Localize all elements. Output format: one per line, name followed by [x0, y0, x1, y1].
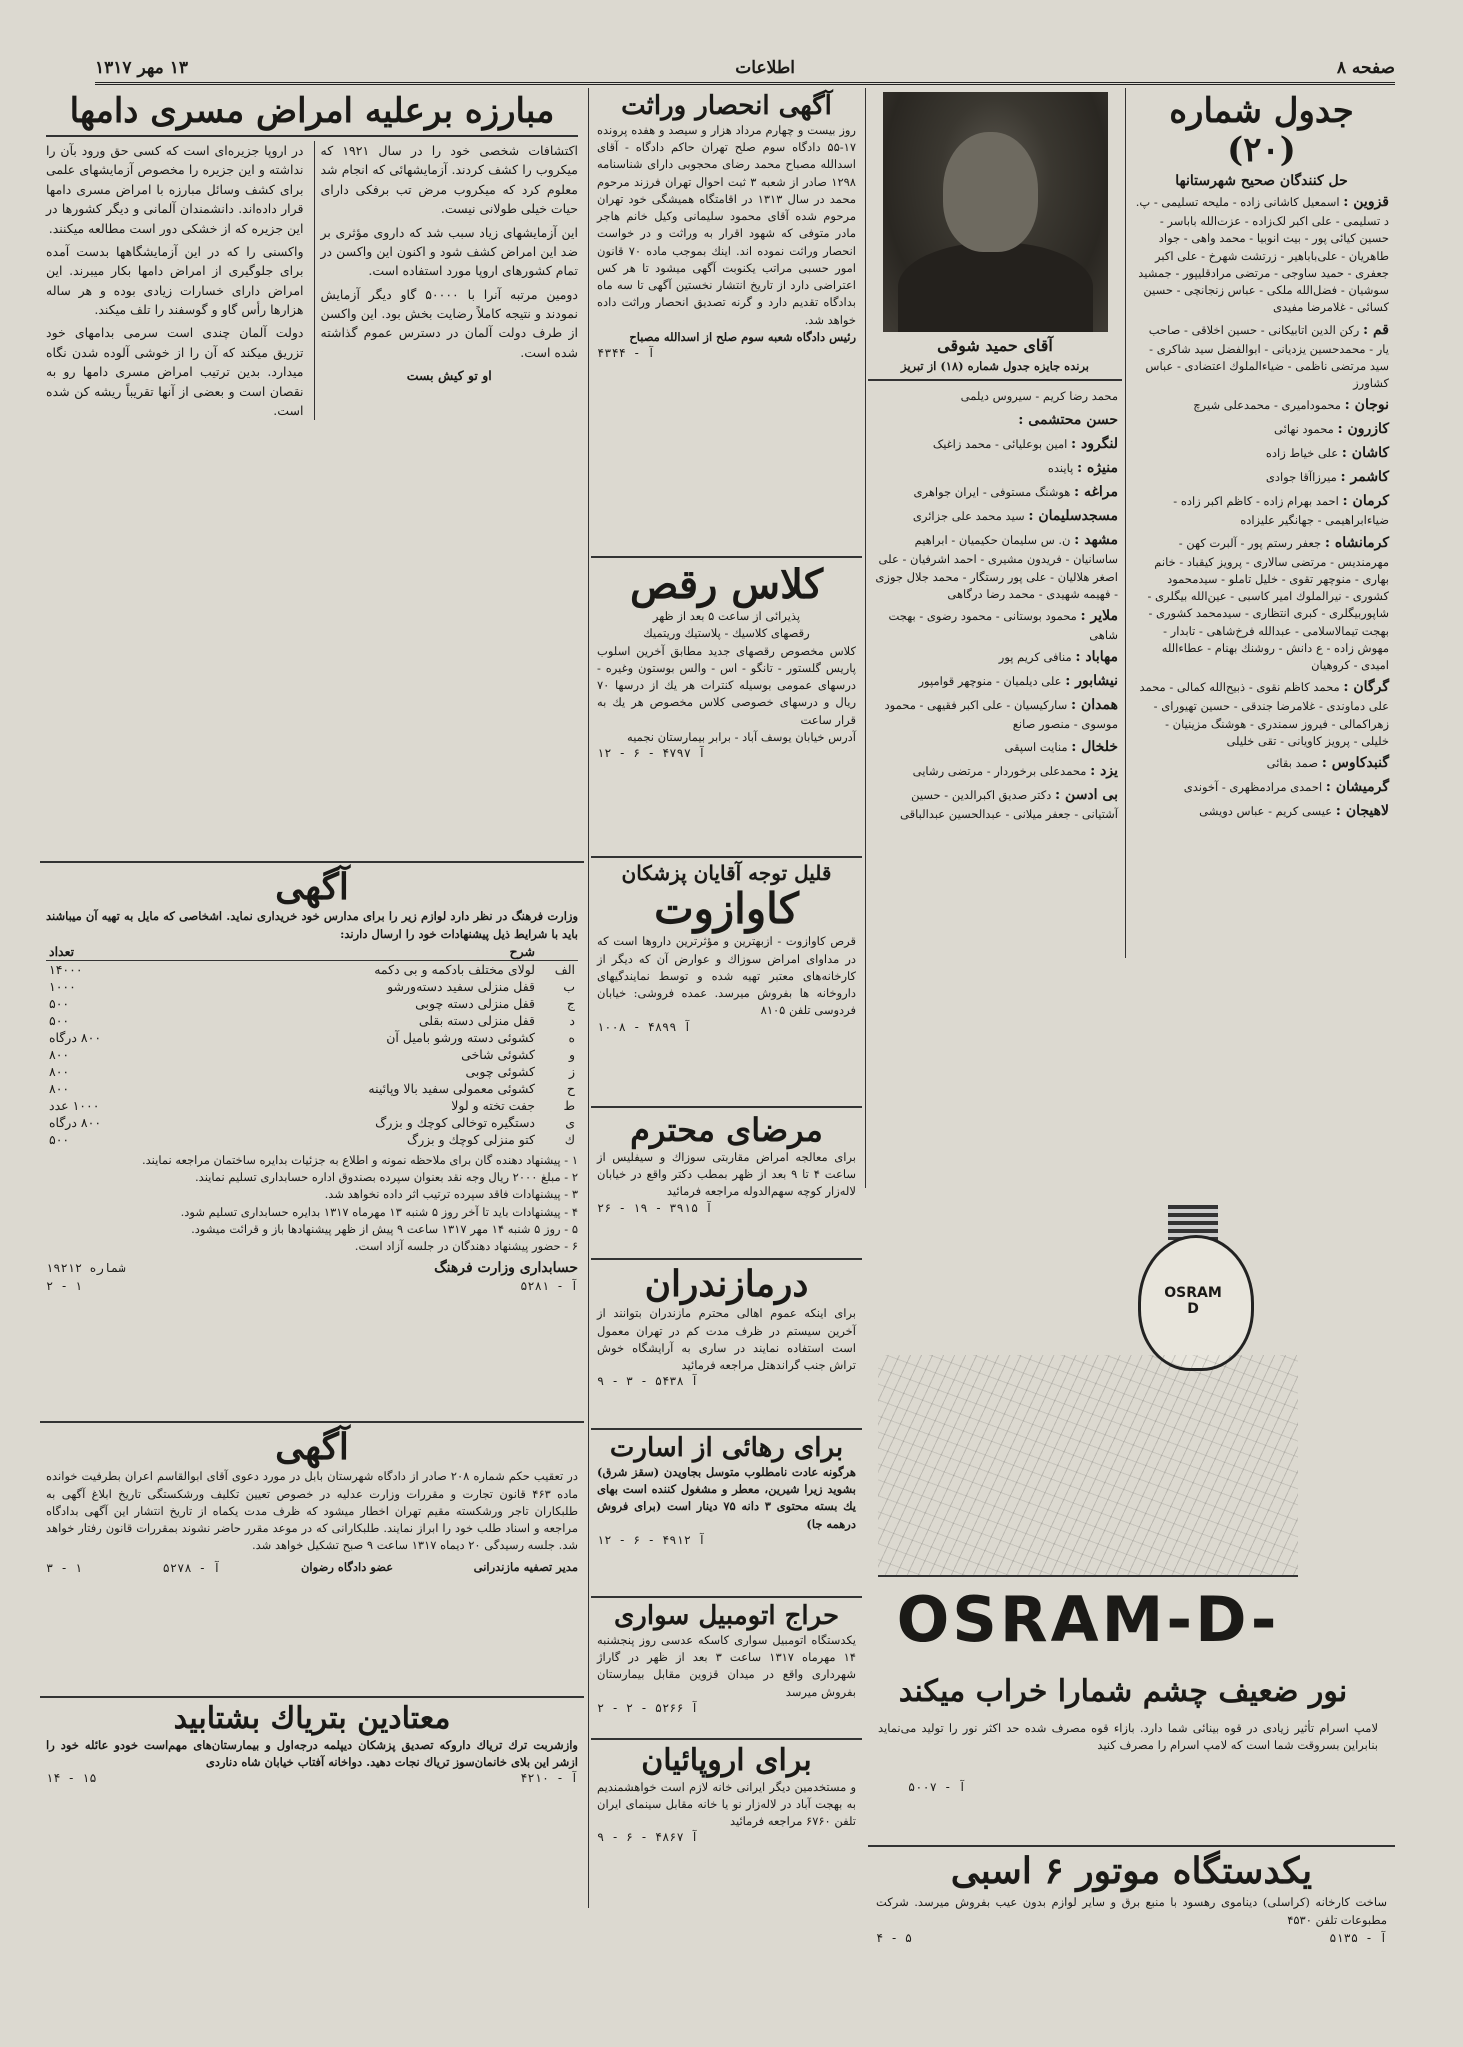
solver-group — [872, 647, 1118, 668]
solver-names: علی دیلمیان - منوچهر قوامپور — [918, 674, 1062, 689]
cavazot-ad — [591, 858, 862, 1108]
motor-title: یکدستگاه موتور ۶ اسبی — [950, 1850, 1313, 1892]
item-code: د — [569, 1012, 575, 1028]
dance-line: پذیرائی از ساعت ۵ بعد از ظهر — [652, 609, 801, 623]
winner-portrait-photo — [883, 92, 1108, 332]
article-closing: او تو کیش بست — [406, 368, 492, 384]
city-label: قزوین : — [1343, 194, 1389, 211]
item-desc: کشوئی معمولی سفید بالا وپائینه — [368, 1080, 535, 1096]
europeans-ref: آ ۴۸۶۷ - ۶ - ۹ — [597, 1830, 699, 1845]
europeans-title: برای اروپائیان — [641, 1743, 812, 1778]
city-label: کرمانشاه : — [1324, 534, 1389, 551]
solver-group — [1134, 443, 1389, 464]
item-qty: ۵۰۰ — [49, 995, 70, 1011]
notice2-body: در تعقیب حکم شماره ۲۰۸ صادر از دادگاه شهرستان بابل در مورد دعوی آقای ابوالقاسم اعران بطرفیت خوانده ماده ۴۶۳ قانون تجارت و مقررات وزارت عدلیه در خصوص تعیین تکلیف ورشکستگی تاریخ ابلاغ آگهی به طلبکاران تاجر ورشکسته مقیم تهران اخطار میشود که ظرف مدت یکماه از تاریخ انتشار این آگهی بدادگاه مراجعه و اسناد طلب خود را ابراز نمایند. طلبکارانی که در موعد مقرر حاضر نشوند بمقررات قانون رفتار خواهد شد. جلسه رسیدگی ۲۰ دیماه ۱۳۱۷ ساعت ۹ صبح تشکیل خواهد شد. — [46, 1469, 578, 1553]
city-label: حسن محتشمی : — [1018, 412, 1118, 429]
item-desc: کشوئی شاخی — [461, 1046, 535, 1062]
city-label: کازرون : — [1337, 421, 1389, 438]
item-desc: لولای مختلف بادکمه و بی دکمه — [374, 961, 535, 977]
items-header-qty: تعداد — [49, 943, 75, 959]
solver-group — [872, 761, 1118, 782]
solver-group — [1134, 467, 1389, 488]
article-paragraph: واکسنی را که در این آزمایشگاهها بدست آمده برای جلوگیری از امراض دامها بکار میبرند. این امراض دارای خسارات زیادی بوده و هر ساله هزارها رأس گاو و گوسفند را تلف میکند. — [46, 243, 304, 318]
solver-group — [872, 458, 1118, 479]
city-label: مشهد : — [1074, 532, 1118, 549]
solver-names: علی خیاط زاده — [1265, 446, 1339, 461]
notice2-sig-a: مدیر تصفیه مازندرانی — [473, 1559, 578, 1574]
solver-group — [872, 386, 1118, 407]
notice1-title: آگهی — [275, 866, 349, 908]
dance-line: رقصهای کلاسیك - پلاستیك وریتمیك — [643, 626, 810, 641]
table-row — [46, 960, 578, 978]
item-desc: قفل منزلی دسته چوبی — [415, 995, 535, 1011]
mazandaran-ad — [591, 1260, 862, 1430]
table-row — [46, 1080, 578, 1097]
solver-group — [1134, 419, 1389, 440]
cavazot-title: کاوازوت — [654, 884, 799, 933]
item-desc: کشوئی دسته ورشو بامیل آن — [386, 1029, 535, 1045]
osram-note: لامپ اسرام تأثیر زیادی در قوه بینائی شما دارد. بازاء قوه مصرف شده حد اکثر نور را تولید می‌نماید بنابراین بسروقت شما است که لامپ اسرام را مصرف کنید — [878, 1721, 1378, 1753]
item-desc: کتو منزلی کوچك و بزرگ — [407, 1131, 535, 1147]
city-label: همدان : — [1070, 697, 1118, 714]
solver-group — [872, 737, 1118, 758]
dance-title: کلاس رقص — [629, 561, 824, 608]
item-qty: ۸۰۰ — [49, 1063, 70, 1079]
mazandaran-body: برای اینکه عموم اهالی محترم مازندران بتوانند از آخرین سیستم در ظرف مدت کم در تهران معمول است استفاده نمایند در ساری به آرایشگاه خوش تراش جنب گراندهتل مراجعه فرمائید — [597, 1306, 856, 1373]
solver-group — [872, 410, 1118, 431]
item-qty: ۸۰۰ — [49, 1080, 70, 1096]
patients-ad — [591, 1108, 862, 1260]
item-qty: ۸۰۰ درگاه — [49, 1114, 102, 1130]
city-label: گرمیشان : — [1325, 779, 1389, 796]
solver-names: محمودامیری - محمدعلی شیرچ — [1193, 398, 1341, 413]
table-row — [46, 995, 578, 1012]
cavazot-attention: قلیل توجه آقایان پزشکان — [621, 861, 832, 885]
court-notice — [40, 1423, 584, 1698]
article-paragraph: دومین مرتبه آنرا با ۵۰۰۰۰ گاو دیگر آزمایش نمودند و نتیجه کاملاً رضایت بخش بود. این واکسن از طرف دولت آلمان در دسترس عموم گذاشته شده است. — [320, 286, 578, 360]
solver-group — [1134, 395, 1389, 416]
item-code: و — [568, 1046, 575, 1062]
winner-column — [868, 88, 1122, 1208]
dance-ref: آ ۴۷۹۷ - ۶ - ۱۲ — [597, 746, 706, 760]
condition-line: ۵ - روز ۵ شنبه ۱۴ مهر ۱۳۱۷ ساعت ۹ پیش از ظهر پیشنهادها باز و قرائت میشود. — [191, 1221, 578, 1236]
item-code: ب — [563, 978, 575, 994]
inheritance-ref: آ - ۴۳۴۴ — [597, 346, 655, 361]
solver-names: محمد رضا کریم - سیروس دیلمی — [960, 389, 1118, 404]
page-label: صفحه ۸ — [1336, 58, 1395, 78]
article-paragraph: این آزمایشهای زیاد سبب شد که داروی مؤثری بر ضد این امراض کشف شود و اکنون این واکسن در تمام کشورهای اروپا مورد استفاده است. — [320, 224, 578, 279]
dance-class-ad — [591, 558, 862, 858]
patients-ref: آ ۳۹۱۵ - ۱۹ - ۲۶ — [597, 1200, 713, 1215]
notice2-sig-b: عضو دادگاه رضوان — [300, 1559, 394, 1574]
items-table — [46, 943, 578, 1148]
city-label: گنبدکاوس : — [1321, 755, 1389, 772]
solver-group — [1134, 777, 1389, 798]
city-label: کاشمر : — [1340, 469, 1389, 486]
osram-slogan: نور ضعیف چشم شمارا خراب میکند — [898, 1674, 1348, 1709]
mazandaran-ref: آ ۵۴۳۸ - ۳ - ۹ — [597, 1374, 699, 1389]
items-header-desc: شرح — [509, 943, 535, 959]
item-code: ج — [566, 995, 575, 1011]
europeans-body: و مستخدمین دیگر ایرانی خانه لازم است خواهشمندیم به بهجت آباد در لاله‌زار نو یا خانه مقابل سینمای ایران تلفن ۶۷۶۰ مراجعه فرمائید — [597, 1779, 856, 1828]
solver-group — [872, 671, 1118, 692]
table-row — [46, 1097, 578, 1114]
condition-line: ۴ - پیشنهادات باید تا آخر روز ۵ شنبه ۱۳ مهرماه ۱۳۱۷ بدایره حسابداری تسلیم شود. — [180, 1204, 578, 1219]
bulb-label: OSRAM D — [1164, 1285, 1222, 1317]
puzzle-solver-list — [1134, 192, 1389, 822]
left-column — [40, 88, 584, 1988]
city-label: کرمان : — [1342, 493, 1389, 510]
motor-ref2: ۴ - ۵ — [876, 1930, 913, 1945]
livestock-article — [40, 88, 584, 863]
opium-ref: آ - ۴۲۱۰ — [520, 1771, 578, 1785]
city-label: مهاباد : — [1075, 649, 1118, 666]
item-code: ه — [568, 1029, 575, 1045]
paper-name: اطلاعات — [735, 58, 795, 78]
notice1-conditions — [46, 1152, 578, 1256]
solver-names: سید محمد علی جزائری — [912, 509, 1025, 524]
item-code: الف — [554, 961, 575, 977]
inheritance-title: آگهی انحصار وراثت — [621, 91, 832, 121]
item-code: ك — [564, 1131, 575, 1147]
osram-ref: آ - ۵۰۰۷ — [908, 1780, 966, 1794]
ads-column — [591, 88, 862, 1908]
solver-names: سارکیسیان - علی اکبر فقیهی - محمود موسوی - منصور صانع — [884, 698, 1118, 732]
item-code: ز — [568, 1063, 575, 1079]
dance-line: کلاس مخصوص رقصهای جدید مطابق آخرین اسلوب پاریس گلستور - تانگو - اس - والس بوستون وغیره - درسهای عمومی بوسیله کنترات هر یك از درسها ۷۰ ریال و درسهای خصوصی کلاس مخصوص هر یك به قرار ساعت — [597, 643, 856, 727]
notice1-intro: وزارت فرهنگ در نظر دارد لوازم زیر را برای مدارس خود خریداری نماید. اشخاصی که مایل به تهیه آن میباشند باید با شرایط ذیل پیشنهادات خود را ارسال دارند: — [46, 909, 578, 941]
item-qty: ۸۰۰ درگاه — [49, 1029, 102, 1045]
notice1-ref-b: آ - ۵۲۸۱ — [520, 1279, 578, 1294]
table-row — [46, 1012, 578, 1029]
patients-body: برای معالجه امراض مقاربتی سوزاك و سیفلیس از ساعت ۴ تا ۹ بعد از ظهر بمطب دکتر واقع در خیابان لاله‌زار کوچه سهم‌الدوله مراجعه فرمائید — [597, 1149, 857, 1199]
motor-ref: آ - ۵۱۳۵ — [1329, 1930, 1387, 1945]
puzzle-subtitle: حل کنندگان صحیح شهرستانها — [1175, 173, 1348, 190]
freedom-ad — [591, 1430, 862, 1598]
solver-names: هوشنگ مستوفی - ایران جواهری — [913, 485, 1071, 500]
page-header — [95, 56, 1395, 85]
inheritance-footer: رئیس دادگاه شعبه سوم صلح از اسدالله مصباح — [629, 329, 856, 344]
solver-names: رکن الدین اتابیکانی - حسین اخلاقی - صاحب یار - محمدحسین یزدیانی - ابوالفضل سید شاکری - سید مرتضی ناظمی - ضیاءالملوك اعتضادی - عباس کشاورز — [1145, 322, 1389, 391]
solver-names: منایت اسپقی — [1004, 739, 1068, 754]
city-label: کاشان : — [1341, 445, 1389, 462]
notice1-signature: حسابداری وزارت فرهنگ — [434, 1260, 578, 1277]
condition-line: ۱ - پیشنهاد دهنده گان برای ملاحظه نمونه و اطلاع به جزئیات بدایره ساختمان مراجعه نمایند. — [141, 1152, 578, 1167]
city-label: بی ادسن : — [1055, 786, 1118, 803]
solver-group — [872, 530, 1118, 603]
freedom-title: برای رهائی از اسارت — [609, 1433, 844, 1463]
solver-group — [1134, 320, 1389, 393]
solver-group — [1134, 801, 1389, 822]
dance-line: آدرس خیابان یوسف آباد - برابر بیمارستان نجمیه — [627, 729, 856, 744]
solver-group — [1134, 753, 1389, 774]
auction-ref: آ ۵۲۶۶ - ۲ - ۲ — [597, 1700, 699, 1715]
solver-names: محمد کاظم نقوی - ذبیح‌الله کمالی - محمد علی دماوندی - غلامرضا جندقی - حسین تهیورای - زهراکمالی - فیروز سمندری - هوشنگ مزینیان - خلیلی - پرویز کاویانی - تقی خلیلی — [1139, 680, 1389, 748]
city-label: نوجان : — [1344, 397, 1389, 414]
opium-title: معتادین بتریاك بشتابید — [173, 1701, 451, 1736]
solver-names: دکتر صدیق اکبرالدین - حسین آشتیانی - جعفر میلانی - عبدالحسین عبدالباقی — [900, 787, 1118, 821]
item-code: ح — [566, 1080, 575, 1096]
table-row — [46, 1063, 578, 1080]
city-label: لنگرود : — [1071, 436, 1118, 453]
solver-group — [872, 606, 1118, 644]
winner-solver-list — [868, 381, 1122, 830]
solver-names: ن. س سلیمان حکیمیان - ابراهیم ساسانیان - فریدون مشیری - احمد اشرفیان - علی اصغر هلالیان - علی پور رستگار - محمد جلال جوزی - فهیمه شهیدی - محمد رضا درگاهی — [875, 533, 1118, 601]
table-row — [46, 1131, 578, 1148]
table-row — [46, 978, 578, 995]
puzzle-title: جدول شماره (۲۰) — [1169, 91, 1354, 171]
osram-logo: OSRAM-D- — [896, 1583, 1280, 1656]
solver-names: امین بوعلیائی - محمد زاغیک — [932, 437, 1068, 452]
solver-group — [1134, 533, 1389, 675]
city-label: یزد : — [1090, 762, 1118, 779]
solver-names: محمود بوستانی - محمود رضوی - بهجت شاهی — [888, 609, 1118, 642]
solver-group — [1134, 677, 1389, 750]
winner-name: آقای حمید شوقی — [937, 336, 1053, 355]
winner-caption: برنده جایزه جدول شماره (۱۸) از تبریز — [868, 358, 1122, 381]
solver-group — [872, 482, 1118, 503]
article-paragraph: در اروپا جزیره‌ای است که کسی حق ورود بآن را نداشته و این جزیره را مخصوص آزمایشهای علمی برای کشف وسائل مبارزه با امراض مسری دامها قرار داده‌اند. دانشمندان آلمانی و دیگر کشورها در این جزیره که از خشکی دور است مطالعه میکنند. — [46, 143, 304, 236]
solver-group — [872, 695, 1118, 733]
car-auction-ad — [591, 1598, 862, 1740]
item-qty: ۵۰۰ — [49, 1131, 70, 1147]
solver-group — [872, 434, 1118, 455]
item-desc: قفل منزلی سفید دسته‌ورشو — [387, 978, 535, 994]
notice2-title: آگهی — [275, 1426, 349, 1468]
condition-line: ۶ - حضور پیشنهاد دهندگان در جلسه آزاد است. — [354, 1239, 578, 1254]
solver-names: صمد بقائی — [1266, 756, 1319, 771]
opium-ref2: ۱۴ - ۱۵ — [46, 1771, 97, 1785]
solver-names: جعفر رستم پور - آلبرت کهن - مهرمندیس - مرتضی سالاری - پرویز کیقباد - خانم بهاری - منوچهر تقوی - خلیل تاملو - سیدمحمود کشوری - نیرالملوك امیر کاسبی - عین‌الله بیگلری - شاپوربیگلری - کبری انتظاری - سیدمحمد کشوری - بهجت تیمالاسلامی - عبدالله فرخ‌شاهی - تابدار - مهوش زاده - ع دانش - روشنك بهنام - عطاءالله امیدی - کروهیان — [1147, 535, 1389, 673]
issue-date: ۱۳ مهر ۱۳۱۷ — [95, 58, 188, 78]
city-label: ملایر : — [1080, 608, 1118, 624]
solver-names: محمود نهائی — [1274, 422, 1334, 437]
inheritance-body: روز بیست و چهارم مرداد هزار و سیصد و هفده پرونده ۱۷-۵۵ دادگاه سوم صلح تهران حاکم دادگاه - آقای اسدالله مصباح محمد رضای محجوبی دارای شناسنامه ۱۲۹۸ صادر از شعبه ۳ ثبت احوال تهران فرزند مرحوم محمد در سال ۱۳۱۳ در اقامتگاه همیشگی خود تهران مرحوم شده آقای محمود سلیمانی وکیل خانم هاجر مادر متوفی که شهود اقرار به وراثت و در خواست انحصار وراثت نموده اند. اینك بموجب ماده ۷۰ قانون امور حسبی مراتب یکنوبت آگهی میشود تا هر کس اعتراضی دارد از تاریخ انتشار نخستین آگهی تا سه ماه بدادگاه تقدیم دارد و گرنه تصدیق انحصار وراثت داده خواهد شد. — [597, 122, 856, 327]
cavazot-body: قرص کاوازوت - ازبهترین و مؤثرترین داروها است که در مداوای امراض سوزاك و عوارض آن که دیگر از کارخانه‌های معتبر تهیه شده و توسط نمایندگیهای داروخانه ها بفروش میرسد. عمده فروشی: خیابان فردوسی تلفن ۸۱۰۵ — [597, 934, 856, 1018]
item-qty: ۱۴۰۰۰ — [49, 961, 83, 977]
table-row — [46, 1029, 578, 1046]
solver-names: عیسی کریم - عباس دویشی — [1199, 804, 1333, 819]
item-qty: ۵۰۰ — [49, 1012, 70, 1028]
ministry-notice — [40, 863, 584, 1423]
notice1-ref-c: ۲ - ۱ — [46, 1279, 83, 1294]
item-qty: ۱۰۰۰ عدد — [49, 1097, 100, 1113]
auction-title: حراج اتومبیل سواری — [613, 1601, 840, 1631]
article-title: مبارزه برعلیه امراض مسری دامها — [46, 92, 578, 137]
table-row — [46, 1114, 578, 1131]
city-label: لاهیجان : — [1335, 803, 1389, 820]
solver-names: محمدعلی برخوردار - مرتضی رشایی — [912, 763, 1087, 778]
item-qty: ۸۰۰ — [49, 1046, 70, 1062]
city-label: گرگان : — [1343, 679, 1389, 696]
auction-body: یکدستگاه اتومبیل سواری کاسکه عدسی روز پنجشنبه ۱۴ مهرماه ۱۳۱۷ ساعت ۳ بعد از ظهر در گاراژ شهرداری واقع در میدان قزوین مقابل بیمارستان بفروش میرسد — [597, 1632, 856, 1699]
solver-group — [872, 506, 1118, 527]
city-label: خلخال : — [1071, 738, 1118, 755]
item-desc: قفل منزلی دسته بقلی — [418, 1012, 535, 1028]
notice1-ref-a: شماره ۱۹۲۱۲ — [46, 1261, 126, 1276]
solver-names: اسمعیل کاشانی زاده - ملیحه تسلیمی - پ. د تسلیمی - علی اکبر لک‌زاده - عزت‌الله باباسر - حسین کیائی پور - بیت انوبیا - محمد واهی - جواد طاهریان - علی‌باباهیر - زرتشت شهرخ - علی اکبر جعفری - حمید ساوجی - مرتضی مرادقلیپور - جمشید سوشیان - فضل‌الله ملکی - عباس زنجانچی - حسین کسائی - غلامرضا مفیدی — [1135, 195, 1389, 315]
item-desc: جفت تخته و لولا — [451, 1097, 535, 1113]
notice2-ref: آ - ۵۲۷۸ — [162, 1560, 221, 1575]
city-label: قم : — [1362, 321, 1389, 338]
room-sketch-illustration — [878, 1355, 1298, 1577]
solver-names: منافی کریم پور — [998, 650, 1072, 665]
item-code: ط — [563, 1097, 575, 1113]
condition-line: ۳ - پیشنهادات فاقد سپرده ترتیب اثر داده نخواهد شد. — [324, 1187, 578, 1202]
item-qty: ۱۰۰۰ — [49, 978, 76, 994]
solver-group — [1134, 192, 1389, 317]
patients-title: مرضای محترم — [630, 1111, 823, 1149]
city-label: مسجدسلیمان : — [1028, 508, 1118, 525]
item-code: ی — [565, 1114, 575, 1130]
solver-group — [1134, 491, 1389, 529]
condition-line: ۲ - مبلغ ۲۰۰۰ ریال وجه نقد بعنوان سپرده بصندوق اداره حسابداری تسلیم نمایند. — [195, 1170, 578, 1185]
mazandaran-title: درمازندران — [644, 1263, 809, 1305]
europeans-ad — [591, 1740, 862, 1876]
solver-names: میرزاآقا جوادی — [1265, 470, 1337, 485]
freedom-ref: آ ۴۹۱۲ - ۶ - ۱۲ — [597, 1532, 706, 1547]
city-label: مراغه : — [1074, 484, 1118, 501]
motor-body: ساخت کارخانه (کراسلی) دیناموی رهسود با منبع برق و سایر لوازم بدون عیب بفروش میرسد. شرکت مطبوعات تلفن ۴۵۳۰ — [876, 1895, 1387, 1927]
notice2-ref2: ۳ - ۱ — [46, 1560, 83, 1575]
solver-names: احمد بهرام زاده - کاظم اکبر زاده - ضیاءابراهیمی - جهانگیر علیزاده — [1173, 494, 1389, 528]
opium-ad — [40, 1698, 584, 1856]
solver-names: پاینده — [1047, 461, 1074, 476]
solver-names: احمدی مرادمظهری - آخوندی — [1183, 780, 1323, 795]
article-paragraph: دولت آلمان چندی است سرمی بدامهای خود تزریق میکند که آن را از خوشی آلوده شدن نگاه میدارد. بدین ترتیب امراض مسری دامها رو به نقصان است و بعضی از آنها تقریباً ریشه کن شده است. — [46, 325, 304, 418]
motor-ad — [868, 1845, 1395, 1957]
solver-group — [872, 785, 1118, 823]
item-desc: دستگیره توخالی کوچك و بزرگ — [375, 1114, 535, 1130]
item-desc: کشوئی چوبی — [465, 1063, 535, 1079]
table-row — [46, 1046, 578, 1063]
article-paragraph: اکتشافات شخصی خود را در سال ۱۹۲۱ که میکروب را کشف کردند. آزمایشهائی که انجام شد معلوم کرد که میکروب مرض تب برفکی دارای حیات خیلی طولانی نیست. — [320, 143, 578, 217]
city-label: نیشابور : — [1065, 673, 1118, 690]
osram-advertisement — [868, 1205, 1395, 1830]
city-label: منیژه : — [1076, 460, 1118, 477]
inheritance-notice — [591, 88, 862, 558]
freedom-body: هرگونه عادت نامطلوب متوسل بجاویدن (سقز شرق) بشوید زیرا شیرین، معطر و مشغول کننده است بهای یك بسته محتوی ۳ دانه ۷۵ دینار است (برای فروش درهمه جا) — [597, 1464, 856, 1531]
cavazot-ref: آ ۴۸۹۹ - ۱۰۰۸ — [597, 1019, 691, 1034]
puzzle-column — [1128, 88, 1395, 1208]
opium-body: وازشربت ترك تریاك داروکه تصدیق پزشکان دیپلمه درجه‌اول و بیمارستان‌های مهم‌است خودو عائله خود را ازشر این بلای خانمان‌سوز تریاك نجات دهید. دواخانه آفتاب خیابان شاه دناردی — [46, 1737, 578, 1769]
